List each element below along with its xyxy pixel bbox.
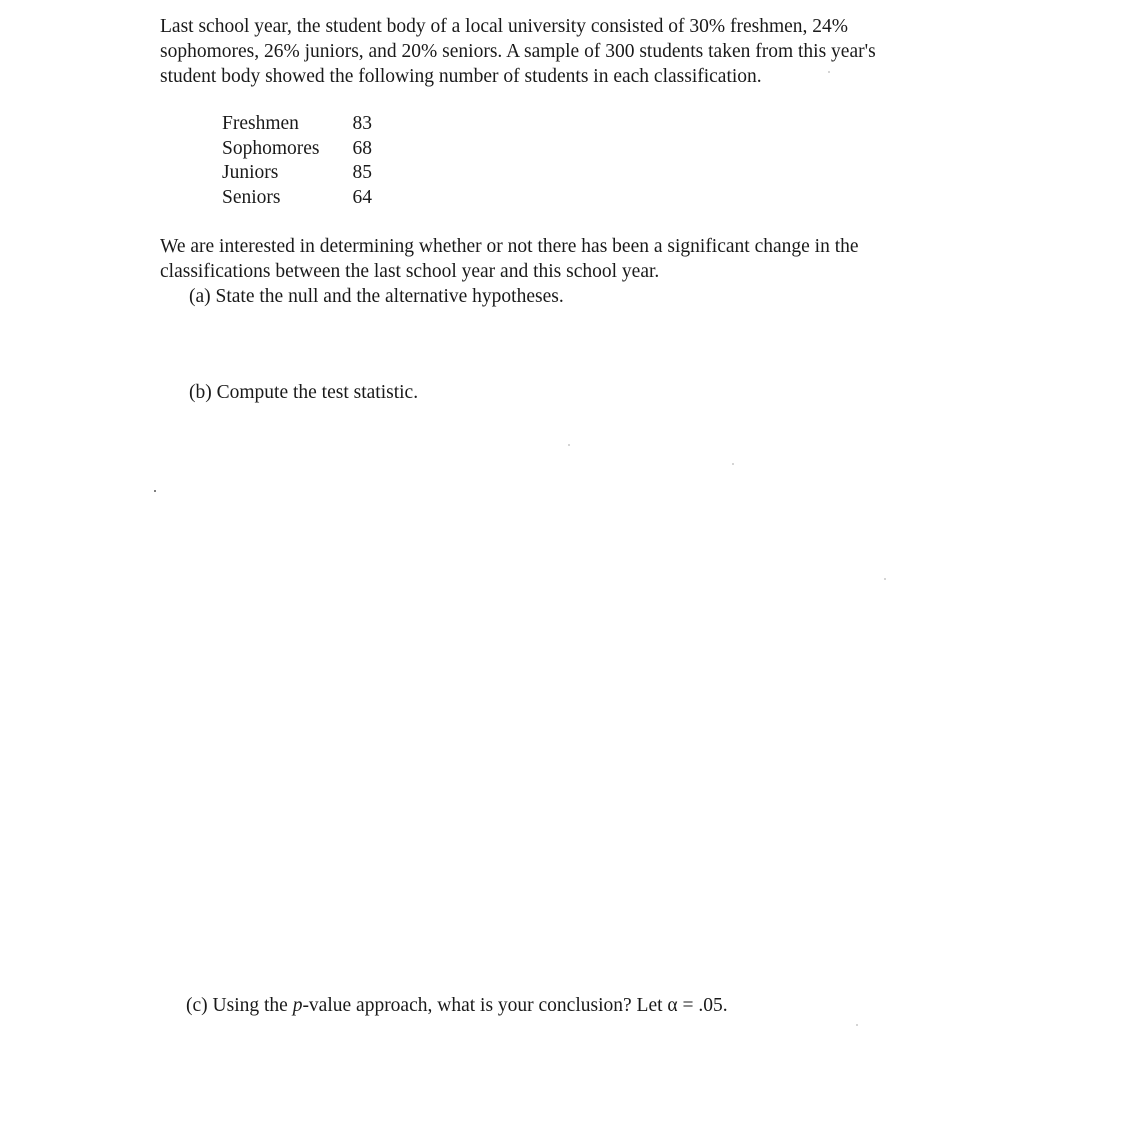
question-a: (a) State the null and the alternative hypotheses. <box>189 286 564 307</box>
problem-goal <box>160 234 960 284</box>
problem-intro <box>160 14 960 89</box>
question-c-end: -value approach, what is your conclusion? Let α = .05. <box>302 995 728 1016</box>
classification-count: 83 <box>352 113 372 134</box>
classification-table <box>222 112 372 210</box>
goal-line: We are interested in determining whether or not there has been a significant change in the <box>160 236 859 257</box>
goal-line: classifications between the last school year and this school year. <box>160 261 660 282</box>
intro-line: Last school year, the student body of a local university consisted of 30% freshmen, 24% <box>160 16 849 37</box>
question-c-start: (c) Using the <box>186 995 293 1016</box>
table-row <box>222 137 372 162</box>
table-row <box>222 112 372 137</box>
question-c <box>186 993 728 1018</box>
classification-label: Sophomores <box>222 137 320 159</box>
classification-count: 85 <box>352 162 372 183</box>
table-row <box>222 186 372 211</box>
classification-count: 64 <box>352 186 372 208</box>
intro-line: student body showed the following number of students in each classification. <box>160 66 762 87</box>
question-b: (b) Compute the test statistic. <box>189 382 419 403</box>
scan-speck <box>856 1024 858 1026</box>
intro-line: sophomores, 26% juniors, and 20% seniors. A sample of 300 students taken from this year's <box>160 41 876 62</box>
classification-label: Freshmen <box>222 113 299 134</box>
scan-speck <box>732 463 734 465</box>
classification-label: Juniors <box>222 162 279 183</box>
scan-speck <box>154 490 156 492</box>
scan-speck <box>828 71 830 73</box>
scan-speck <box>884 578 886 580</box>
classification-label: Seniors <box>222 186 281 208</box>
p-variable: p <box>292 995 303 1016</box>
classification-count: 68 <box>352 137 372 159</box>
table-row <box>222 161 372 186</box>
scan-speck <box>568 444 570 446</box>
